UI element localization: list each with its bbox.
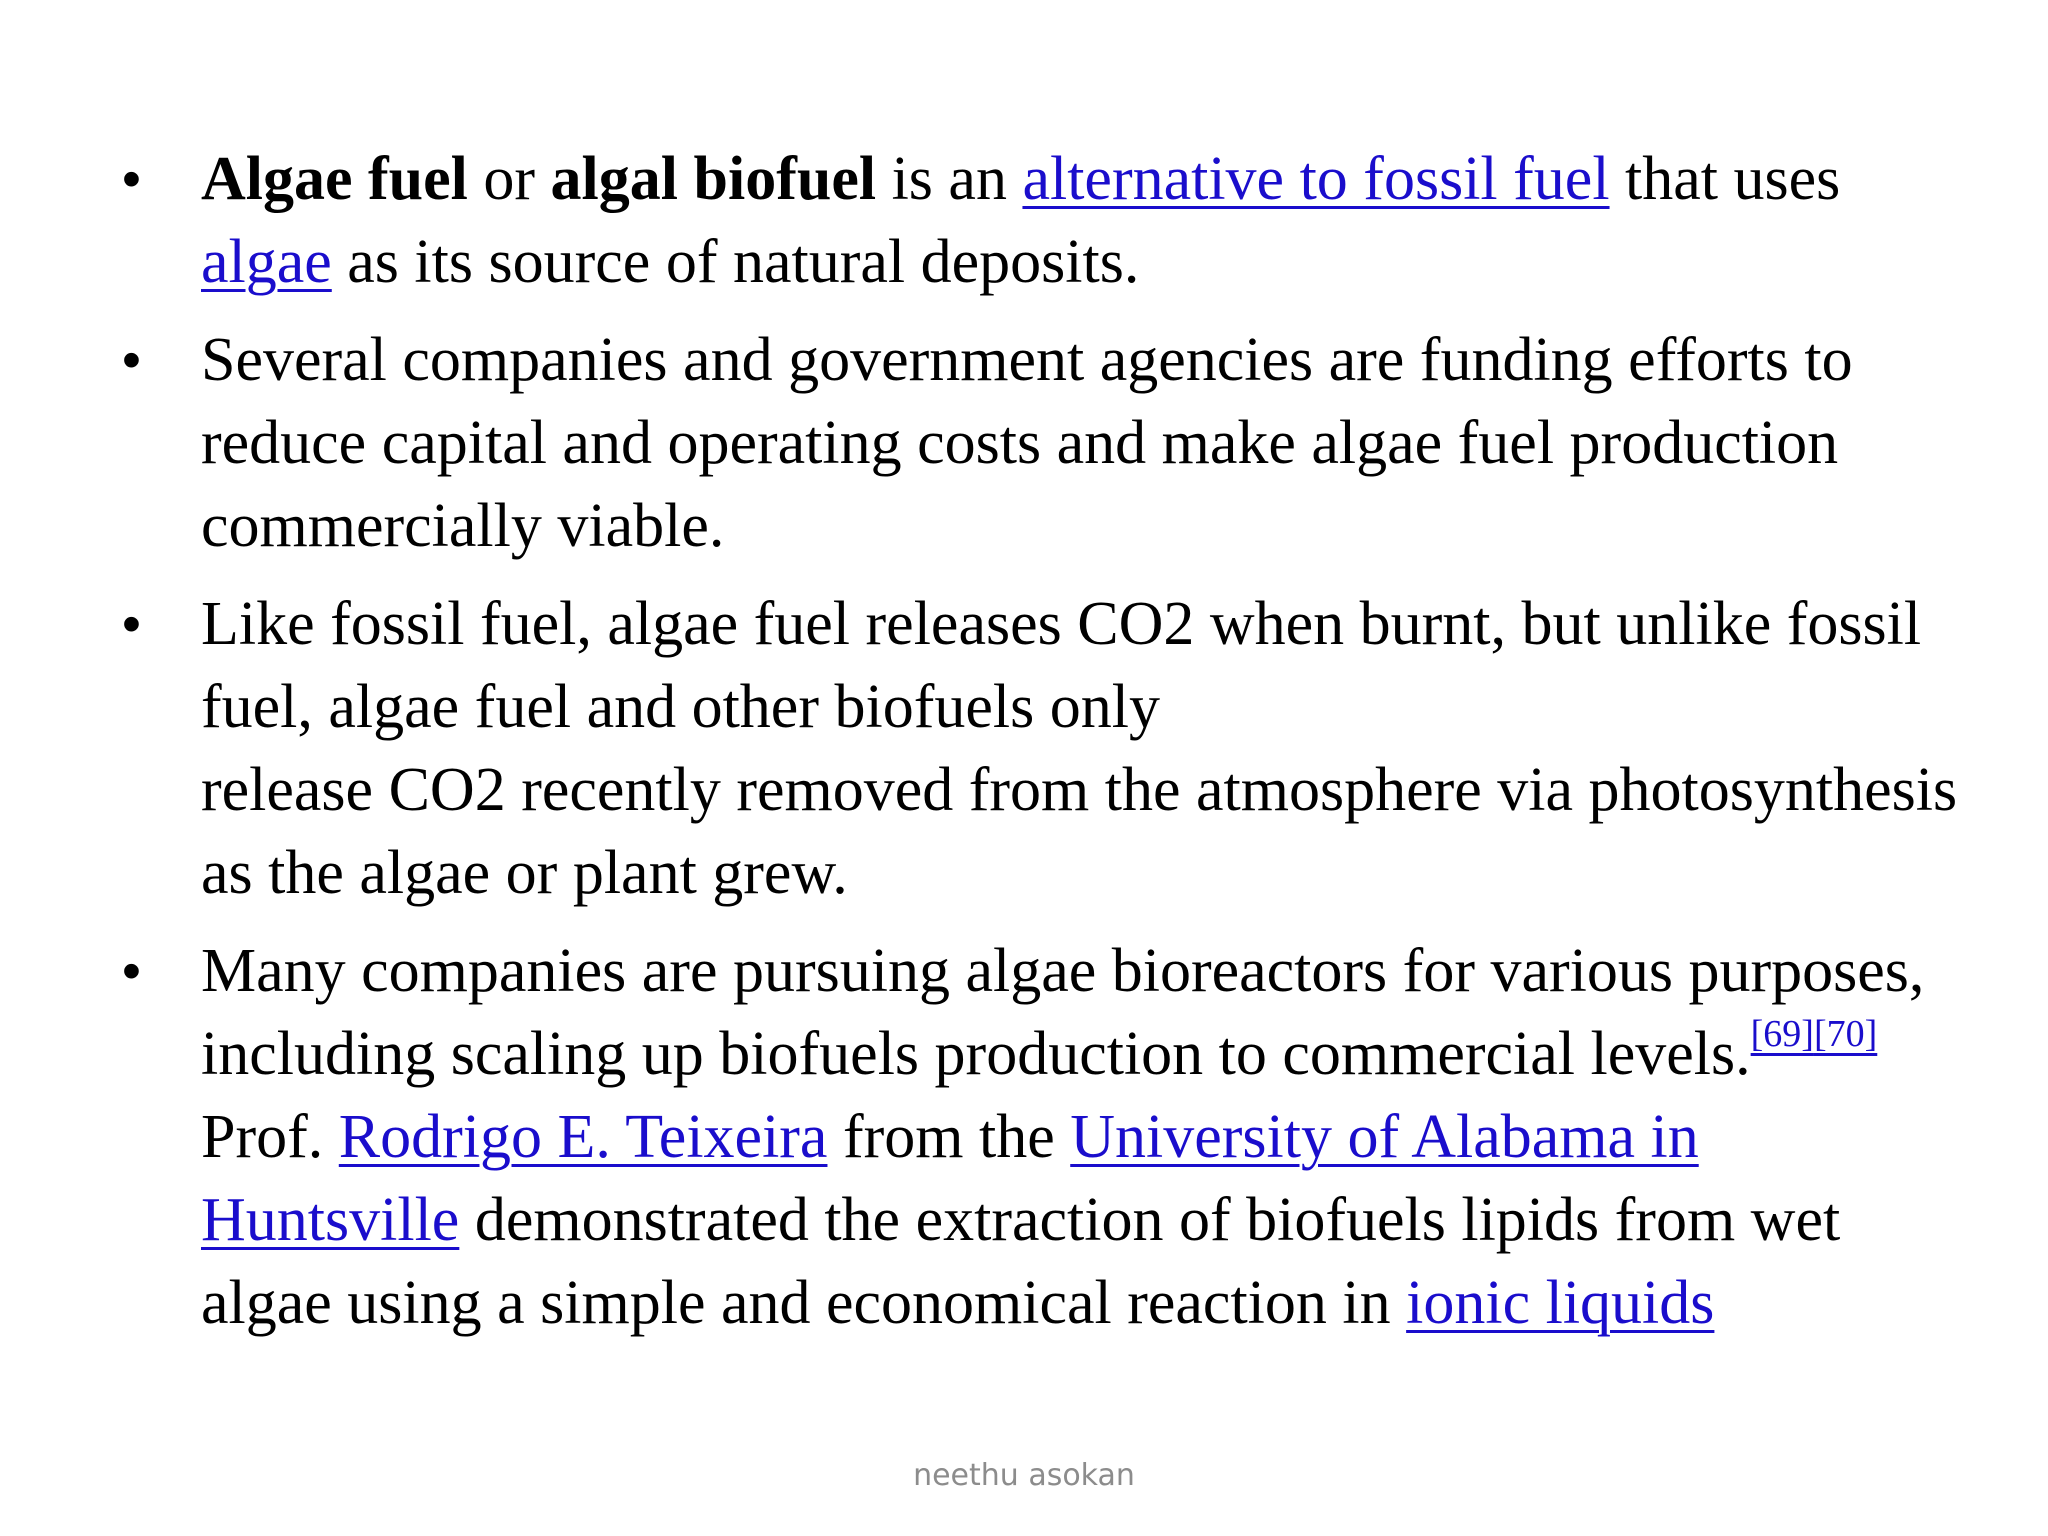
bullet-item-2 [0, 319, 1961, 568]
citation-69[interactable]: [69] [1750, 1013, 1814, 1055]
text-span: demonstrated the extraction of biofuels lipids from wet algae using a simple and economical reaction in [201, 1186, 1841, 1337]
footer-author: neethu asokan [913, 1458, 1135, 1493]
bullet-marker: • [122, 149, 141, 209]
text-span: as its source of natural deposits. [331, 228, 1140, 296]
term-algae-fuel: Algae fuel [201, 145, 468, 213]
bullet-marker: • [122, 941, 141, 1001]
bullet-marker: • [122, 594, 141, 654]
link-rodrigo-teixeira[interactable]: Rodrigo E. Teixeira [338, 1103, 828, 1171]
text-span: that uses [1609, 145, 1841, 213]
bullet-item-1 [0, 138, 1961, 304]
link-alternative-to-fossil-fuel[interactable]: alternative to fossil fuel [1022, 145, 1610, 213]
bullet-marker: • [122, 330, 141, 390]
bullet-item-4 [0, 930, 1961, 1345]
text-span: Many companies are pursuing algae bioreactors for various purposes, including scaling up biofuels production to commercial levels. [201, 937, 1925, 1088]
link-algae[interactable]: algae [201, 228, 332, 296]
bullet-item-3 [0, 583, 1961, 915]
text-span: from the [827, 1103, 1071, 1171]
text-span: or [467, 145, 551, 213]
citation-70[interactable]: [70] [1813, 1013, 1878, 1055]
term-algal-biofuel: algal biofuel [550, 145, 877, 213]
link-ionic-liquids[interactable]: ionic liquids [1406, 1269, 1715, 1337]
text-span: is an [876, 145, 1023, 213]
link-university-of-alabama-huntsville[interactable]: University of Alabama in Huntsville [201, 1103, 1699, 1254]
bullet-list [0, 138, 2048, 1360]
text-span: Prof. [201, 1103, 339, 1171]
text-span: release CO2 recently removed from the atmosphere via photosynthesis as the algae or plant grew. [201, 756, 1958, 907]
text-span: Several companies and government agencies are funding efforts to reduce capital and operating costs and make algae fuel production commercially viable. [201, 326, 1853, 560]
text-span: Like fossil fuel, algae fuel releases CO2 when burnt, but unlike fossil fuel, algae fuel and other biofuels only [201, 590, 1922, 741]
